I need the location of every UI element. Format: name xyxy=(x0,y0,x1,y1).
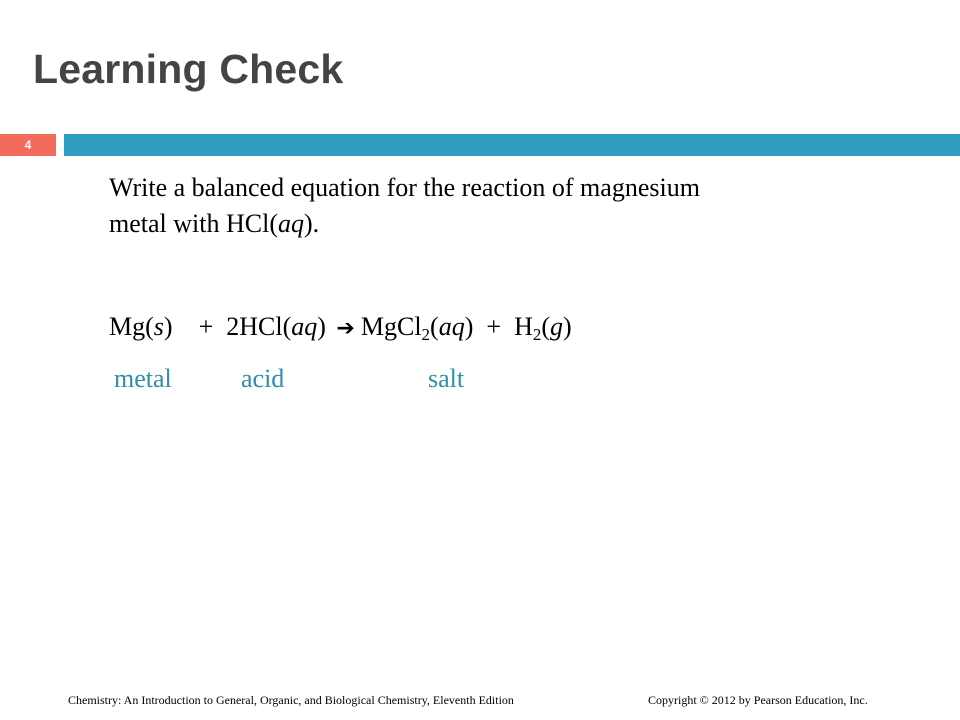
accent-bar xyxy=(64,134,960,156)
chemical-equation: Mg(s) + 2HCl(aq) ➔ MgCl$_2$(aq) + $H_2(g)$ xyxy=(109,309,572,347)
eq-mg: Mg( xyxy=(109,312,154,341)
eq-h-subscript: 2 xyxy=(532,325,542,344)
eq-hcl-state: aq xyxy=(291,312,318,341)
eq-plus-2: + xyxy=(486,312,502,341)
eq-mgcl-state: aq xyxy=(438,312,465,341)
footer-copyright: Copyright © 2012 by Pearson Education, Inc. xyxy=(648,693,868,707)
eq-mg-state: s xyxy=(153,312,164,341)
eq-h: H xyxy=(514,312,533,341)
reaction-arrow-icon: ➔ xyxy=(336,316,355,341)
question-line-2 xyxy=(109,206,889,242)
footer-book-title: Chemistry: An Introduction to General, Organic, and Biological Chemistry, Eleventh Edition xyxy=(68,693,514,707)
eq-plus-1: + xyxy=(198,312,214,341)
question-line-1: Write a balanced equation for the reaction of magnesium xyxy=(109,173,700,202)
label-salt: salt xyxy=(428,364,465,393)
question-text xyxy=(109,170,889,242)
eq-h-state: g xyxy=(550,312,564,341)
slide-title: Learning Check xyxy=(33,46,344,92)
question-state-aq: aq xyxy=(277,209,304,238)
slide-number: 4 xyxy=(24,138,32,152)
question-line-2-start: metal with HCl( xyxy=(109,209,278,238)
eq-mgcl: MgCl xyxy=(360,312,422,341)
slide-number-box xyxy=(0,134,56,156)
eq-hcl: 2HCl( xyxy=(226,312,292,341)
eq-mgcl-subscript: 2 xyxy=(421,325,431,344)
question-line-2-end: ). xyxy=(303,209,320,238)
label-metal: metal xyxy=(114,364,172,393)
label-acid: acid xyxy=(241,364,285,393)
